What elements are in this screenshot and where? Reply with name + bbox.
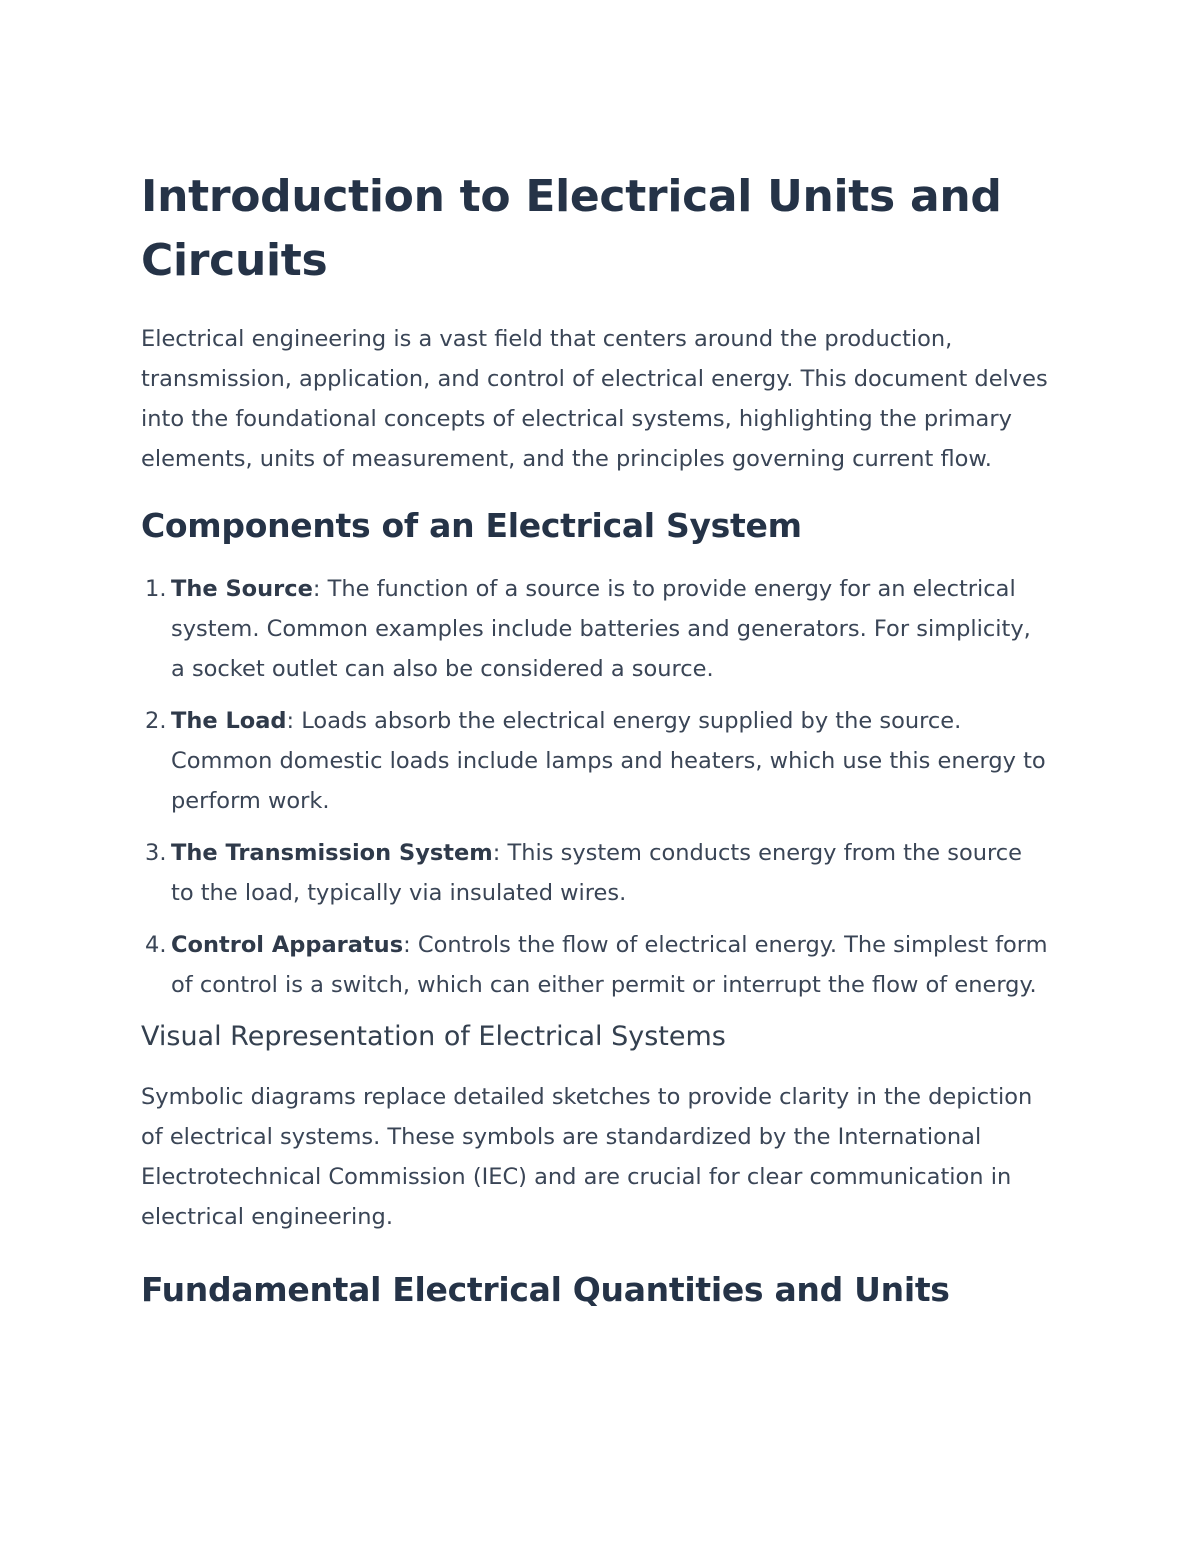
document-title: Introduction to Electrical Units and Circuits <box>141 171 1002 286</box>
list-item <box>141 569 1051 689</box>
list-item-text: Loads absorb the electrical energy supplied by the source. Common domestic loads include lamps and heaters, which use this energy to perform work. <box>171 708 1046 814</box>
list-item-number: 2. <box>145 708 167 734</box>
list-item-separator: : <box>286 708 295 734</box>
document-page <box>141 165 1051 1313</box>
list-item-term: The Source <box>171 576 313 602</box>
visual-representation-heading: Visual Representation of Electrical Systems <box>141 1021 726 1052</box>
visual-representation-paragraph: Symbolic diagrams replace detailed sketches to provide clarity in the depiction of electrical systems. These symbols are standardized by the International Electrotechnical Commission (IEC) and are crucial for clear communication in electrical engineering. <box>141 1084 1033 1230</box>
list-item-term: The Transmission System <box>171 840 493 866</box>
list-item <box>141 833 1051 913</box>
list-item <box>141 925 1051 1005</box>
components-heading: Components of an Electrical System <box>141 506 802 545</box>
list-item-text: This system conducts energy from the source to the load, typically via insulated wires. <box>171 840 1022 906</box>
list-item-term: The Load <box>171 708 287 734</box>
list-item-text: The function of a source is to provide energy for an electrical system. Common examples include batteries and generators. For simplicity, a socket outlet can also be considered a source. <box>171 576 1031 682</box>
list-item-text: Controls the flow of electrical energy. The simplest form of control is a switch, which can either permit or interrupt the flow of energy. <box>171 932 1048 998</box>
intro-paragraph: Electrical engineering is a vast field that centers around the production, transmission, application, and control of electrical energy. This document delves into the foundational concepts of electrical systems, highlighting the primary elements, units of measurement, and the principles governing current flow. <box>141 326 1048 472</box>
list-item-number: 4. <box>145 932 167 958</box>
list-item-separator: : <box>403 932 411 958</box>
components-list <box>141 569 1051 1005</box>
list-item-term: Control Apparatus <box>171 932 404 958</box>
quantities-heading: Fundamental Electrical Quantities and Units <box>141 1270 950 1309</box>
list-item-number: 1. <box>145 576 167 602</box>
list-item <box>141 701 1051 821</box>
list-item-separator: : <box>492 840 501 866</box>
list-item-number: 3. <box>145 840 167 866</box>
list-item-separator: : <box>312 576 321 602</box>
